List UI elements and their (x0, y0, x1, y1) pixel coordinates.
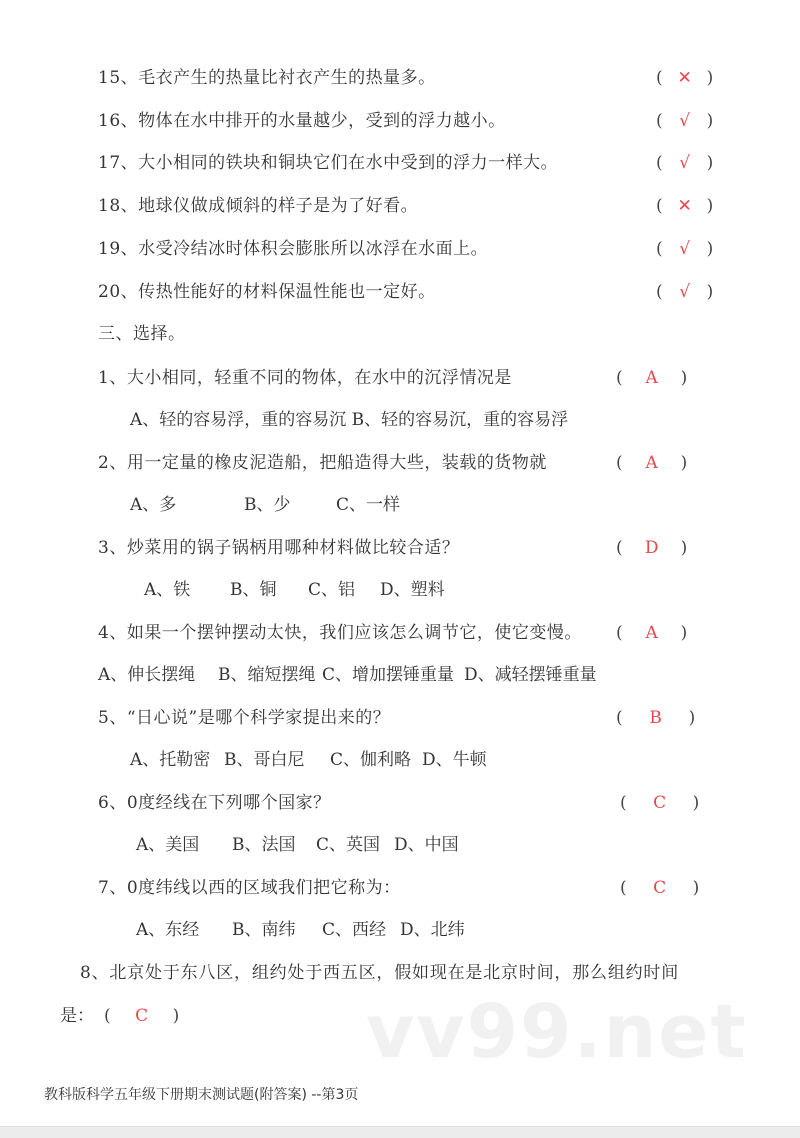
choice-option-5b: B、哥白尼 (224, 750, 305, 770)
choice-question-5: 5、“日心说”是哪个科学家提出来的？ (98, 708, 391, 728)
choice-option-7b: B、南纬 (232, 920, 296, 940)
choice-option-5a: A、托勒密 (130, 750, 211, 770)
page-footer: 教科版科学五年级下册期末测试题(附答案) --第3页 (44, 1087, 359, 1103)
choice-question-4: 4、如果一个摆钟摆动太快，我们应该怎么调节它，使它变慢。 (98, 623, 582, 643)
judgement-item-20: 20、传热性能好的材料保温性能也一定好。 (98, 282, 436, 302)
choice-option-5c: C、伽利略 (330, 750, 412, 770)
judgement-answer-15: ( ✕ ) (656, 68, 714, 88)
cross-mark-icon: ✕ (677, 68, 692, 88)
judgement-item-17: 17、大小相同的铁块和铜块它们在水中受到的浮力一样大。 (98, 153, 559, 173)
choice-question-1: 1、大小相同，轻重不同的物体，在水中的沉浮情况是 (98, 368, 512, 388)
choice-option-6a: A、美国 (136, 835, 200, 855)
choice-option-2c: C、一样 (336, 495, 401, 515)
choice-answer-4: ( A ) (616, 623, 688, 643)
choice-option-5d: D、牛顿 (422, 750, 487, 770)
choice-option-4d: D、减轻摆锤重量 (464, 665, 597, 685)
judgement-answer-20: ( √ ) (656, 282, 714, 302)
choice-option-6d: D、中国 (394, 835, 459, 855)
choice-answer-3: ( D ) (616, 538, 688, 558)
choice-option-4c: C、增加摆锤重量 (322, 665, 455, 685)
choice-option-3c: C、铝 (308, 580, 356, 600)
check-mark-icon: √ (679, 111, 691, 131)
choice-answer-8: 是： ( C ) (60, 1006, 180, 1026)
choice-options-1: A、轻的容易浮，重的容易沉 B、轻的容易沉，重的容易浮 (130, 410, 569, 430)
choice-option-4b: B、缩短摆绳 (218, 665, 316, 685)
choice-answer-5: ( B ) (616, 708, 696, 728)
choice-option-2a: A、多 (130, 495, 177, 515)
choice-question-3: 3、炒菜用的锅子锅柄用哪种材料做比较合适？ (98, 538, 460, 558)
judgement-answer-17: ( √ ) (656, 153, 714, 173)
choice-option-3a: A、铁 (144, 580, 191, 600)
check-mark-icon: √ (679, 282, 691, 302)
judgement-item-19: 19、水受冷结冰时体积会膨胀所以冰浮在水面上。 (98, 239, 489, 259)
choice-answer-6: ( C ) (620, 793, 700, 813)
choice-answer-2: ( A ) (616, 453, 688, 473)
judgement-item-16: 16、物体在水中排开的水量越少，受到的浮力越小。 (98, 111, 506, 131)
choice-option-4a: A、伸长摆绳 (98, 665, 196, 685)
choice-answer-1: ( A ) (616, 368, 688, 388)
choice-option-3b: B、铜 (230, 580, 277, 600)
judgement-answer-16: ( √ ) (656, 111, 714, 131)
section-heading: 三、选择。 (98, 324, 186, 344)
judgement-answer-19: ( √ ) (656, 239, 714, 259)
watermark: vv99.net (366, 989, 748, 1075)
choice-question-7: 7、0度纬线以西的区域我们把它称为： (98, 878, 401, 898)
judgement-item-15: 15、毛衣产生的热量比衬衣产生的热量多。 (98, 68, 436, 88)
cross-mark-icon: ✕ (677, 196, 692, 216)
choice-option-2b: B、少 (244, 495, 291, 515)
check-mark-icon: √ (679, 153, 691, 173)
choice-option-3d: D、塑料 (380, 580, 445, 600)
choice-option-7d: D、北纬 (400, 920, 465, 940)
choice-answer-7: ( C ) (620, 878, 700, 898)
choice-option-6c: C、英国 (316, 835, 381, 855)
check-mark-icon: √ (679, 239, 691, 259)
choice-option-7c: C、西经 (322, 920, 387, 940)
judgement-item-18: 18、地球仪做成倾斜的样子是为了好看。 (98, 196, 419, 216)
choice-question-8: 8、北京处于东八区，组约处于西五区，假如现在是北京时间，那么组约时间 (80, 963, 680, 983)
choice-option-7a: A、东经 (136, 920, 200, 940)
judgement-answer-18: ( ✕ ) (656, 196, 714, 216)
choice-option-6b: B、法国 (232, 835, 296, 855)
page-bottom-edge (0, 1126, 800, 1138)
choice-question-2: 2、用一定量的橡皮泥造船，把船造得大些，装载的货物就 (98, 453, 547, 473)
choice-question-6: 6、0度经线在下列哪个国家？ (98, 793, 331, 813)
